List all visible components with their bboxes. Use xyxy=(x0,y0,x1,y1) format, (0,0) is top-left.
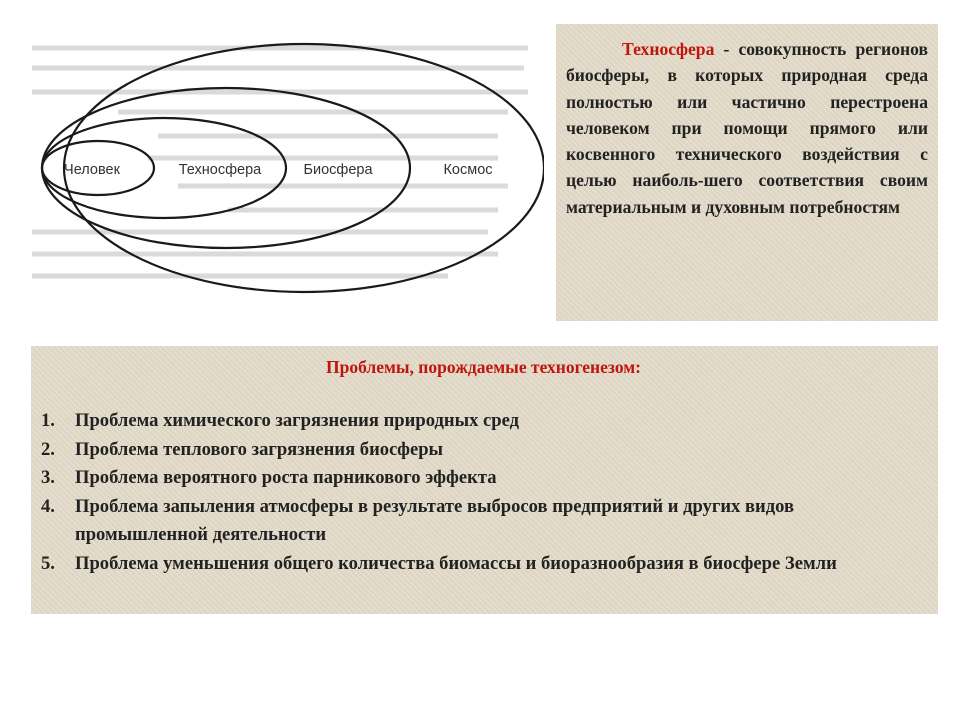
problems-list xyxy=(41,407,926,578)
list-item-number: 2. xyxy=(41,438,55,460)
list-item-number: 3. xyxy=(41,467,55,488)
list-item-number: 4. xyxy=(41,495,55,517)
list-item xyxy=(41,550,926,579)
list-item xyxy=(41,464,926,493)
list-item-text: Проблема химического загрязнения природных сред xyxy=(75,410,520,431)
definition-box xyxy=(556,24,938,321)
list-item xyxy=(41,407,926,436)
list-item-text: Проблема уменьшения общего количества биомассы и биоразнообразия в биосфере Земли xyxy=(75,552,837,574)
list-item-text: Проблема вероятного роста парникового эффекта xyxy=(75,467,497,488)
label-chelovek: Человек xyxy=(64,162,120,178)
list-item-number: 1. xyxy=(41,410,55,431)
nested-spheres-diagram xyxy=(28,40,544,296)
label-tehnosfera: Техносфера xyxy=(178,162,262,178)
list-item-number: 5. xyxy=(41,552,55,574)
label-kosmos: Космос xyxy=(443,162,493,178)
problems-title: Проблемы, порождаемые техногенезом: xyxy=(325,357,642,377)
list-item-text: Проблема теплового загрязнения биосферы xyxy=(75,438,444,460)
definition-text: - совокупность регионов биосферы, в которых природная среда полностью или частично перестроена человеком при помощи прямого или косвенного технического воздействия с целью наиболь-шего соответствия своим материальным и духовным потребностям xyxy=(566,39,928,217)
list-item xyxy=(41,436,926,465)
list-item-text: Проблема запыления атмосферы в результате выбросов предприятий и других видов промышленной деятельности xyxy=(75,495,795,545)
list-item xyxy=(41,493,926,550)
definition-paragraph xyxy=(566,36,928,220)
definition-term: Техносфера xyxy=(622,39,715,59)
problems-box xyxy=(31,346,938,614)
label-biosfera: Биосфера xyxy=(303,162,373,178)
